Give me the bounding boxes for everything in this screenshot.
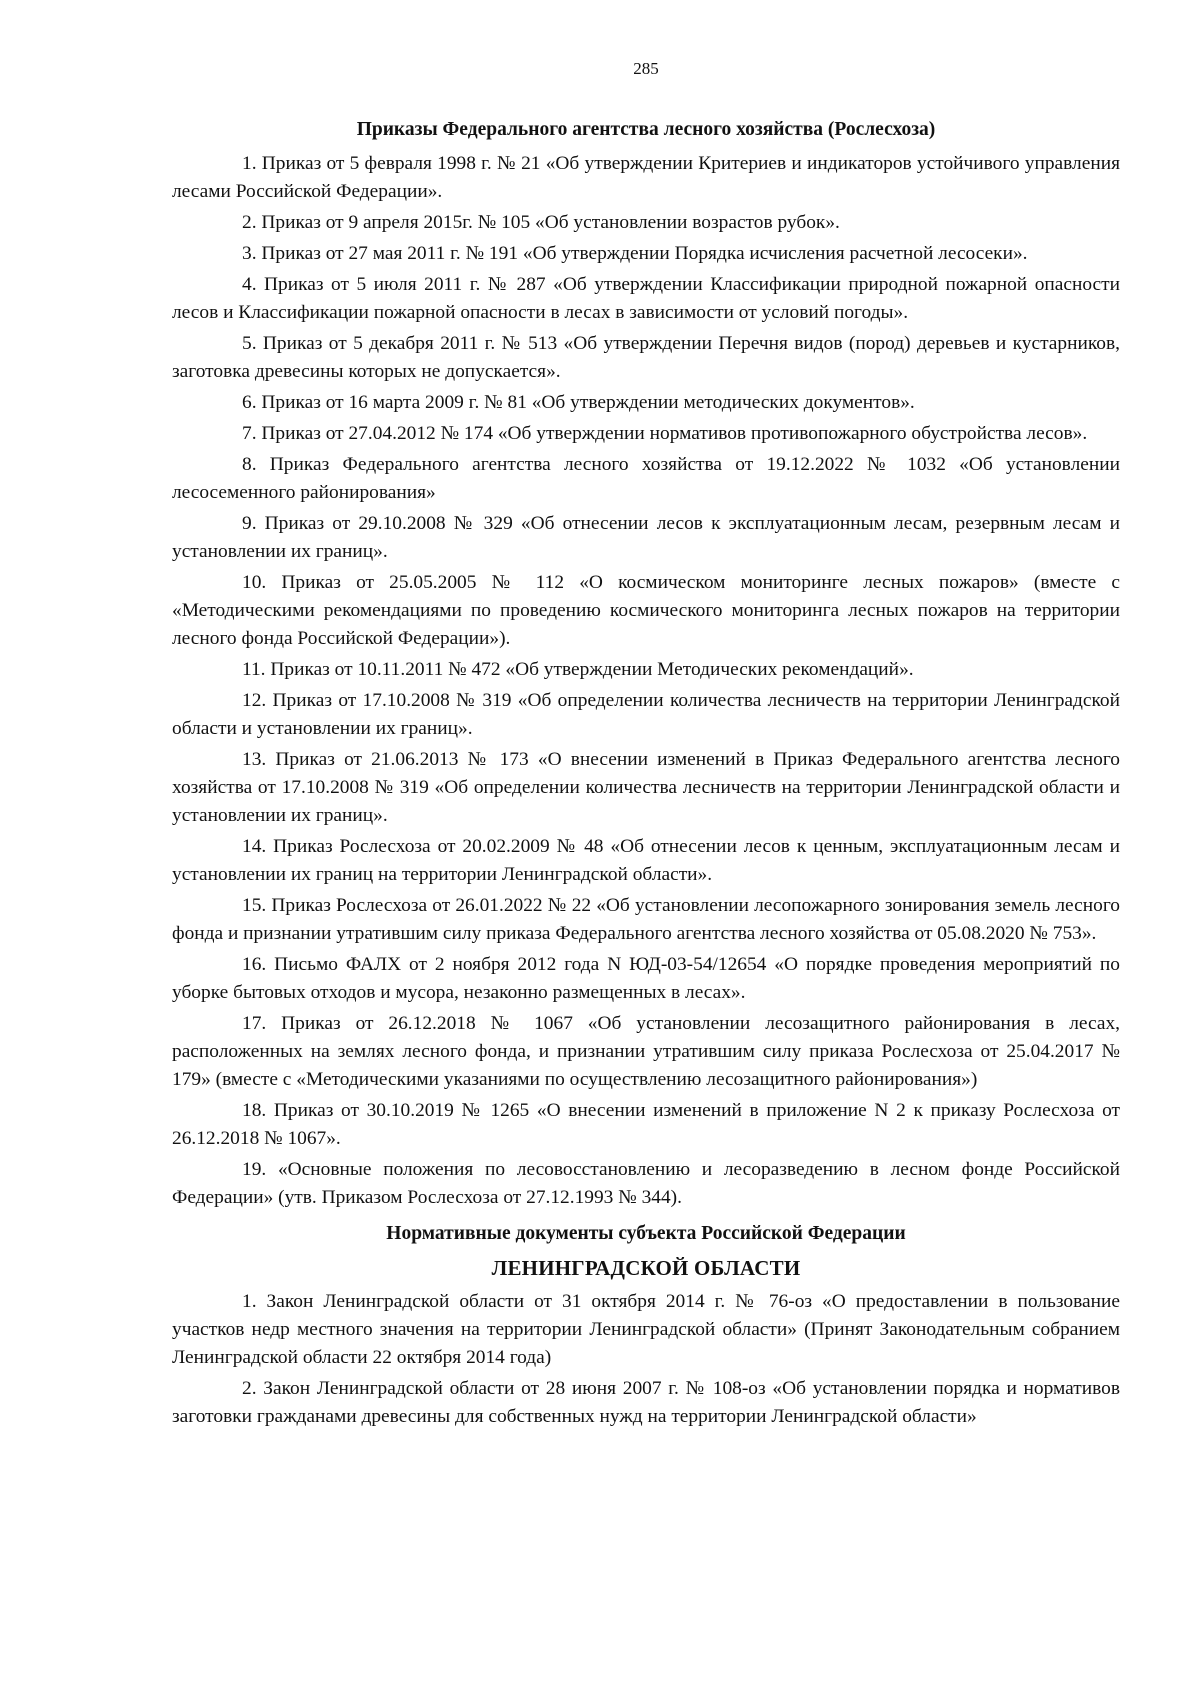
- list-item: 17. Приказ от 26.12.2018 № 1067 «Об установлении лесозащитного районирования в лесах, расположенных на землях лесного фонда, и признании утратившим силу приказа Рослесхоза от 25.04.2017 № 179» (вместе с «Методическими указаниями по осуществлению лесозащитного районирования»): [172, 1013, 1120, 1090]
- page-content: [172, 116, 1120, 1434]
- list-item: 2. Закон Ленинградской области от 28 июня 2007 г. № 108-оз «Об установлении порядка и нормативов заготовки гражданами древесины для собственных нужд на территории Ленинградской области»: [172, 1378, 1120, 1427]
- list-item: 1. Приказ от 5 февраля 1998 г. № 21 «Об утверждении Критериев и индикаторов устойчивого управления лесами Российской Федерации».: [172, 153, 1120, 202]
- list-item: 9. Приказ от 29.10.2008 № 329 «Об отнесении лесов к эксплуатационным лесам, резервным лесам и установлении их границ».: [172, 513, 1120, 562]
- regional-documents-list: [172, 1288, 1120, 1431]
- list-item: 14. Приказ Рослесхоза от 20.02.2009 № 48 «Об отнесении лесов к ценным, эксплуатационным лесам и установлении их границ на территории Ленинградской области».: [172, 836, 1120, 885]
- list-item: 1. Закон Ленинградской области от 31 октября 2014 г. № 76-оз «О предоставлении в пользование участков недр местного значения на территории Ленинградской области» (Принят Законодательным собранием Ленинградской области 22 октября 2014 года): [172, 1291, 1120, 1368]
- list-item: 15. Приказ Рослесхоза от 26.01.2022 № 22 «Об установлении лесопожарного зонирования земель лесного фонда и признании утратившим силу приказа Федерального агентства лесного хозяйства от 05.08.2020 № 753».: [172, 895, 1120, 944]
- list-item: 13. Приказ от 21.06.2013 № 173 «О внесении изменений в Приказ Федерального агентства лесного хозяйства от 17.10.2008 № 319 «Об определении количества лесничеств на территории Ленинградской области и установлении их границ».: [172, 749, 1120, 826]
- list-item: 11. Приказ от 10.11.2011 № 472 «Об утверждении Методических рекомендаций».: [242, 659, 914, 680]
- list-item: 10. Приказ от 25.05.2005 № 112 «О космическом мониторинге лесных пожаров» (вместе с «Методическими рекомендациями по проведению космического мониторинга лесных пожаров на территории лесного фонда Российской Федерации»).: [172, 572, 1120, 649]
- section-heading-rosleskhoz: Приказы Федерального агентства лесного хозяйства (Рослесхоза): [356, 119, 936, 140]
- page-number: 285: [633, 59, 659, 78]
- list-item: 2. Приказ от 9 апреля 2015г. № 105 «Об установлении возрастов рубок».: [242, 212, 840, 233]
- list-item: 5. Приказ от 5 декабря 2011 г. № 513 «Об утверждении Перечня видов (пород) деревьев и кустарников, заготовка древесины которых не допускается».: [172, 333, 1120, 382]
- rosleskhoz-orders-list: [172, 150, 1120, 1212]
- list-item: 19. «Основные положения по лесовосстановлению и лесоразведению в лесном фонде Российской Федерации» (утв. Приказом Рослесхоза от 27.12.1993 № 344).: [172, 1159, 1120, 1208]
- list-item: 12. Приказ от 17.10.2008 № 319 «Об определении количества лесничеств на территории Ленинградской области и установлении их границ».: [172, 690, 1120, 739]
- list-item: 4. Приказ от 5 июля 2011 г. № 287 «Об утверждении Классификации природной пожарной опасности лесов и Классификации пожарной опасности в лесах в зависимости от условий погоды».: [172, 274, 1120, 323]
- list-item: 8. Приказ Федерального агентства лесного хозяйства от 19.12.2022 № 1032 «Об установлении лесосеменного районирования»: [172, 454, 1120, 503]
- section-heading-region-name: ЛЕНИНГРАДСКОЙ ОБЛАСТИ: [491, 1256, 801, 1280]
- list-item: 3. Приказ от 27 мая 2011 г. № 191 «Об утверждении Порядка исчисления расчетной лесосеки».: [242, 243, 1028, 264]
- list-item: 7. Приказ от 27.04.2012 № 174 «Об утверждении нормативов противопожарного обустройства лесов».: [242, 423, 1088, 444]
- section-heading-regional: Нормативные документы субъекта Российской Федерации: [386, 1223, 906, 1244]
- list-item: 18. Приказ от 30.10.2019 № 1265 «О внесении изменений в приложение N 2 к приказу Рослесхоза от 26.12.2018 № 1067».: [172, 1100, 1120, 1149]
- list-item: 16. Письмо ФАЛХ от 2 ноября 2012 года N ЮД-03-54/12654 «О порядке проведения мероприятий по уборке бытовых отходов и мусора, незаконно размещенных в лесах».: [172, 954, 1120, 1003]
- list-item: 6. Приказ от 16 марта 2009 г. № 81 «Об утверждении методических документов».: [242, 392, 915, 413]
